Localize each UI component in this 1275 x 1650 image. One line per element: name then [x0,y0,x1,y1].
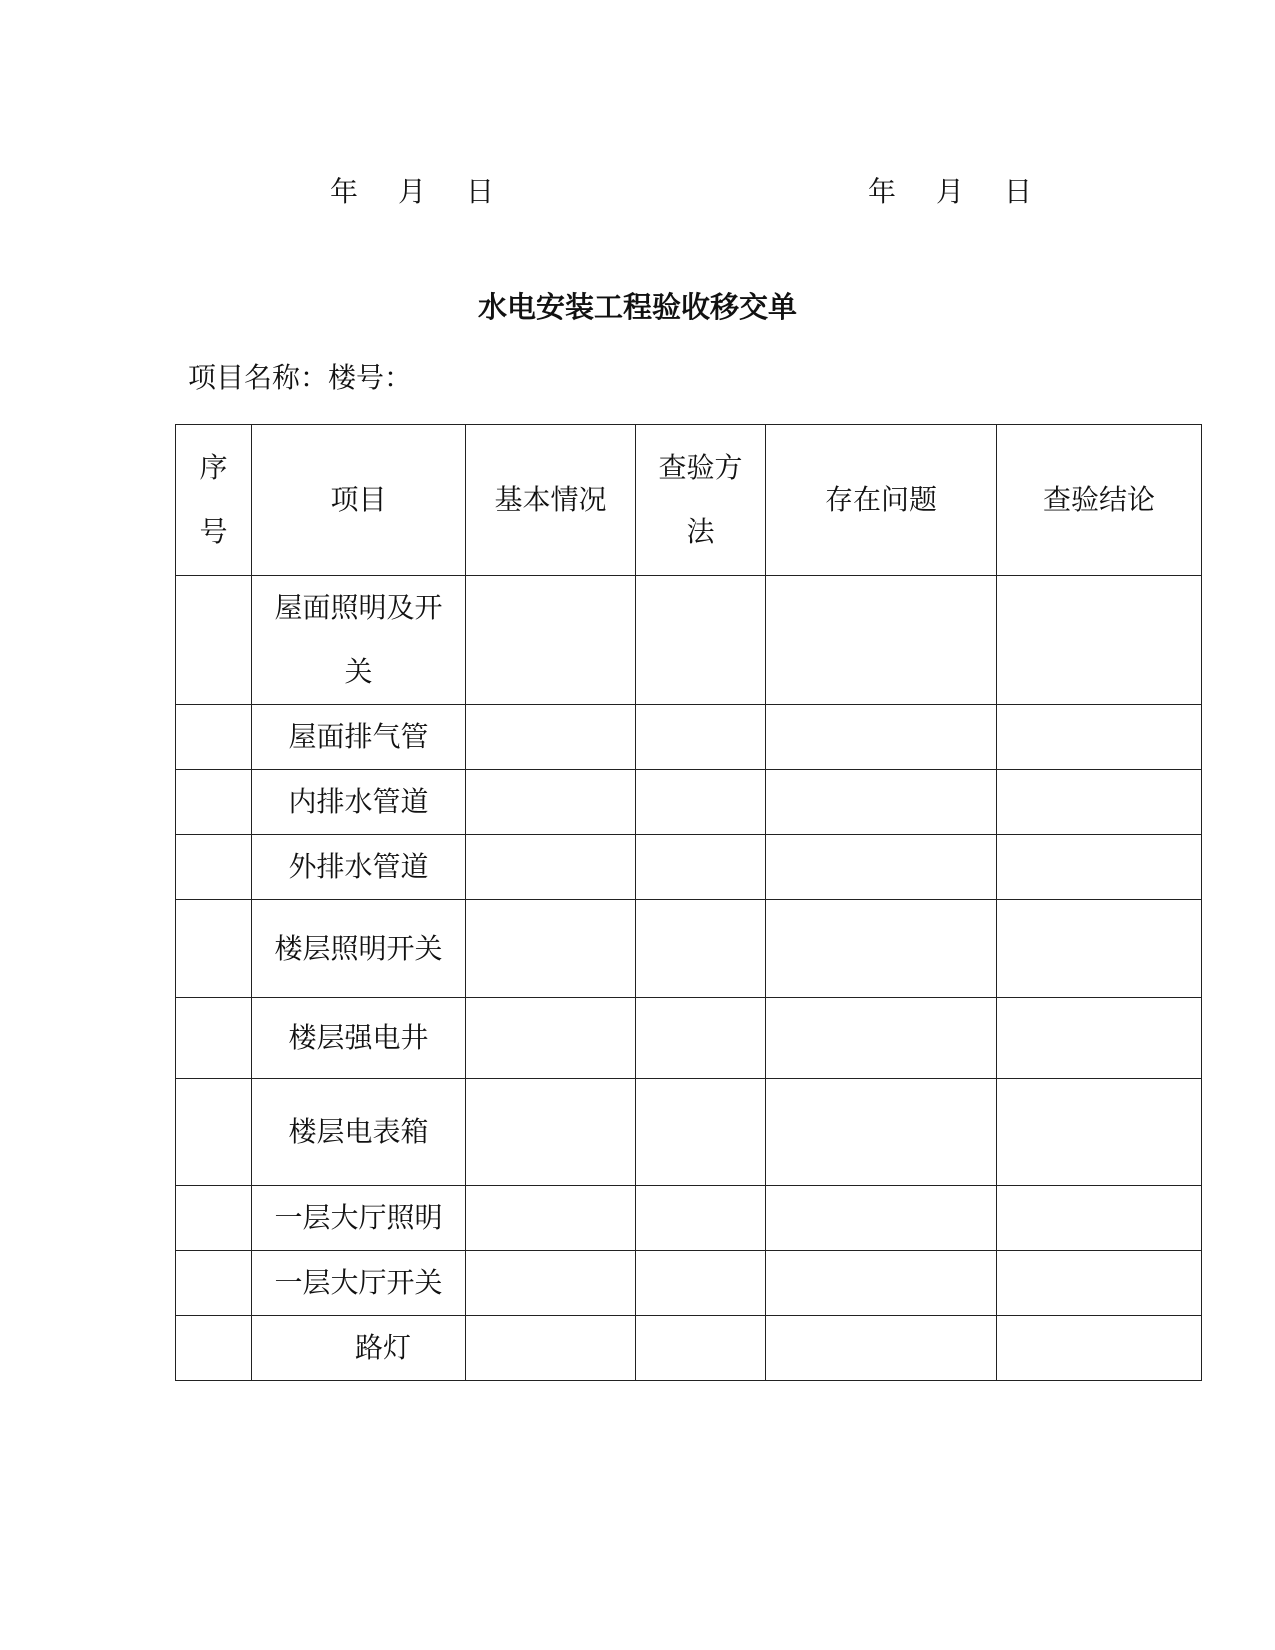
basic-cell[interactable] [466,998,636,1079]
date-line-right [868,170,1032,210]
table-row [176,1186,1202,1251]
table-row [176,705,1202,770]
seq-cell[interactable] [176,1079,252,1186]
month-label: 月 [936,175,965,208]
conclusion-cell[interactable] [997,1316,1202,1381]
item-cell: 屋面排气管 [252,705,466,770]
basic-cell[interactable] [466,1186,636,1251]
table-row [176,576,1202,705]
seq-cell[interactable] [176,770,252,835]
table-row [176,900,1202,998]
year-label: 年 [330,175,359,208]
method-cell[interactable] [636,1186,766,1251]
method-cell[interactable] [636,1316,766,1381]
method-cell[interactable] [636,998,766,1079]
table-row [176,1251,1202,1316]
table-row [176,1316,1202,1381]
table-row [176,1079,1202,1186]
table-row [176,770,1202,835]
item-cell: 一层大厅照明 [252,1186,466,1251]
conclusion-cell[interactable] [997,900,1202,998]
issues-cell[interactable] [766,576,997,705]
acceptance-table [175,424,1202,1381]
table-header-row [176,425,1202,576]
issues-cell[interactable] [766,705,997,770]
basic-cell[interactable] [466,1079,636,1186]
method-cell[interactable] [636,835,766,900]
table-row [176,835,1202,900]
conclusion-cell[interactable] [997,705,1202,770]
issues-cell[interactable] [766,770,997,835]
conclusion-cell[interactable] [997,998,1202,1079]
basic-cell[interactable] [466,705,636,770]
item-cell: 内排水管道 [252,770,466,835]
conclusion-cell[interactable] [997,576,1202,705]
item-cell: 外排水管道 [252,835,466,900]
item-cell: 路灯 [252,1316,466,1381]
issues-cell[interactable] [766,900,997,998]
conclusion-cell[interactable] [997,770,1202,835]
seq-cell[interactable] [176,576,252,705]
seq-cell[interactable] [176,1251,252,1316]
document-title: 水电安装工程验收移交单 [477,290,797,324]
issues-cell[interactable] [766,1186,997,1251]
basic-cell[interactable] [466,1251,636,1316]
method-cell[interactable] [636,576,766,705]
item-cell: 楼层强电井 [252,998,466,1079]
seq-cell[interactable] [176,1186,252,1251]
year-label: 年 [868,175,897,208]
seq-cell[interactable] [176,900,252,998]
issues-cell[interactable] [766,1079,997,1186]
day-label: 日 [1004,175,1033,208]
issues-cell[interactable] [766,998,997,1079]
seq-cell[interactable] [176,998,252,1079]
issues-cell[interactable] [766,835,997,900]
method-cell[interactable] [636,1251,766,1316]
conclusion-cell[interactable] [997,1251,1202,1316]
item-cell: 一层大厅开关 [252,1251,466,1316]
seq-cell[interactable] [176,835,252,900]
item-cell: 楼层照明开关 [252,900,466,998]
method-cell[interactable] [636,705,766,770]
item-cell: 楼层电表箱 [252,1079,466,1186]
basic-cell[interactable] [466,900,636,998]
header-method: 查验方 法 [636,425,766,576]
basic-cell[interactable] [466,835,636,900]
day-label: 日 [466,175,495,208]
seq-cell[interactable] [176,1316,252,1381]
header-item: 项目 [252,425,466,576]
item-cell: 屋面照明及开 关 [252,576,466,705]
header-basic: 基本情况 [466,425,636,576]
method-cell[interactable] [636,770,766,835]
conclusion-cell[interactable] [997,1186,1202,1251]
month-label: 月 [398,175,427,208]
method-cell[interactable] [636,900,766,998]
table-row [176,998,1202,1079]
basic-cell[interactable] [466,576,636,705]
seq-cell[interactable] [176,705,252,770]
issues-cell[interactable] [766,1251,997,1316]
header-seq: 序 号 [176,425,252,576]
conclusion-cell[interactable] [997,835,1202,900]
basic-cell[interactable] [466,1316,636,1381]
project-name-line: 项目名称：楼号： [188,361,413,394]
date-line-left [330,170,494,210]
basic-cell[interactable] [466,770,636,835]
method-cell[interactable] [636,1079,766,1186]
header-issues: 存在问题 [766,425,997,576]
header-conclusion: 查验结论 [997,425,1202,576]
conclusion-cell[interactable] [997,1079,1202,1186]
issues-cell[interactable] [766,1316,997,1381]
